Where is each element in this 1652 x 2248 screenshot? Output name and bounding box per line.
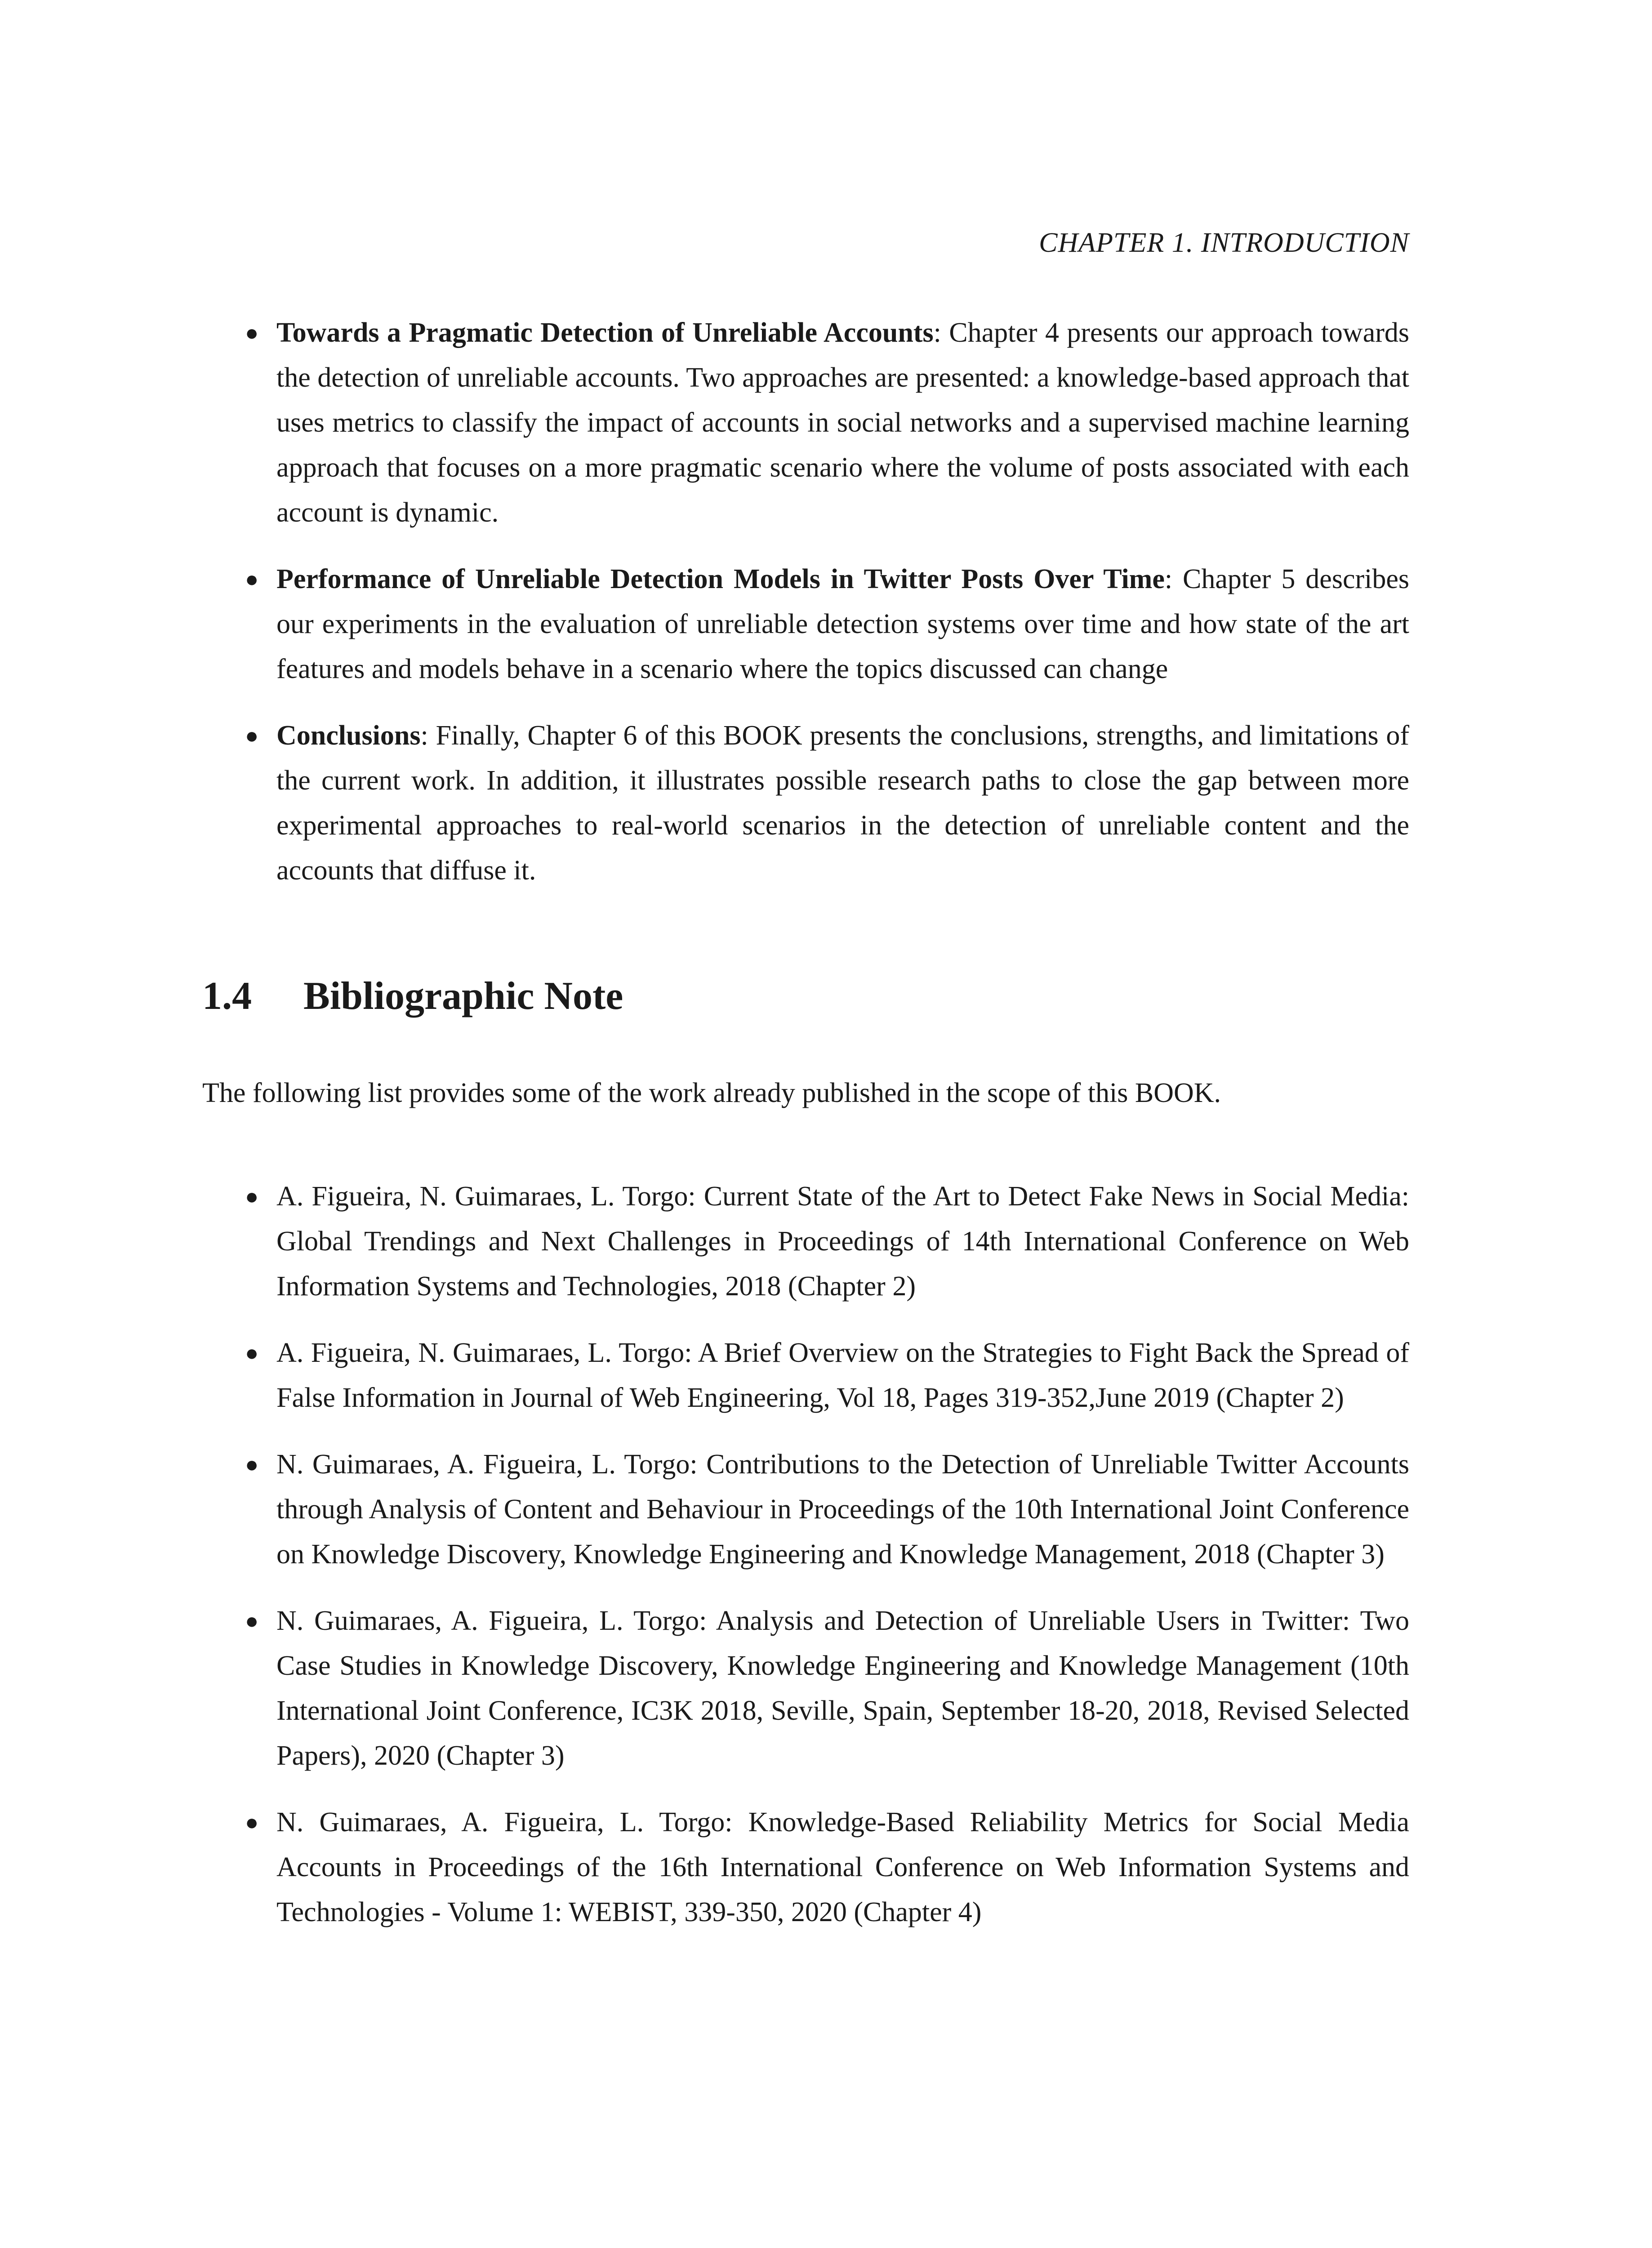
reference-text: N. Guimaraes, A. Figueira, L. Torgo: Knowledge-Based Reliability Metrics for Social Media Accounts in Proceedings of the 16th International Conference on Web Information Systems and Technologies - Volume 1: WEBIST, 339-350, 2020 (Chapter 4) xyxy=(276,1807,1409,1927)
bullet-icon: ● xyxy=(245,1608,259,1633)
bullet-icon: ● xyxy=(245,320,259,345)
reference-item xyxy=(202,1174,1409,1309)
list-item-text: : Chapter 4 presents our approach towards the detection of unreliable accounts. Two approaches are presented: a knowledge-based approach that uses metrics to classify the impact of accounts in social networks and a supervised machine learning approach that focuses on a more pragmatic scenario where the volume of posts associated with each account is dynamic. xyxy=(276,317,1409,528)
section-heading xyxy=(202,972,1409,1021)
list-item-title: Towards a Pragmatic Detection of Unreliable Accounts xyxy=(276,317,934,348)
reference-item xyxy=(202,1800,1409,1935)
reference-item xyxy=(202,1442,1409,1577)
reference-list xyxy=(202,1174,1409,1935)
bullet-icon: ● xyxy=(245,566,259,592)
list-item xyxy=(202,557,1409,691)
reference-text: N. Guimaraes, A. Figueira, L. Torgo: Contributions to the Detection of Unreliable Twitter Accounts through Analysis of Content and Behaviour in Proceedings of the 10th International Joint Conference on Knowledge Discovery, Knowledge Engineering and Knowledge Management, 2018 (Chapter 3) xyxy=(276,1449,1409,1570)
bullet-icon: ● xyxy=(245,1340,259,1365)
bullet-icon: ● xyxy=(245,1452,259,1477)
page-content xyxy=(202,310,1409,1956)
section-number: 1.4 xyxy=(202,974,252,1018)
list-item xyxy=(202,713,1409,893)
reference-item xyxy=(202,1598,1409,1778)
bullet-icon: ● xyxy=(245,723,259,748)
list-item-title: Performance of Unreliable Detection Models in Twitter Posts Over Time xyxy=(276,564,1165,594)
section-title: Bibliographic Note xyxy=(303,974,623,1018)
reference-text: A. Figueira, N. Guimaraes, L. Torgo: A Brief Overview on the Strategies to Fight Back the Spread of False Information in Journal of Web Engineering, Vol 18, Pages 319-352,June 2019 (Chapter 2) xyxy=(276,1338,1409,1413)
list-item xyxy=(202,310,1409,535)
section-intro-paragraph: The following list provides some of the work already published in the scope of this BOOK. xyxy=(202,1078,1221,1108)
list-item-title: Conclusions xyxy=(276,720,421,751)
reference-text: N. Guimaraes, A. Figueira, L. Torgo: Analysis and Detection of Unreliable Users in Twitter: Two Case Studies in Knowledge Discovery, Knowledge Engineering and Knowledge Management (10th International Joint Conference, IC3K 2018, Seville, Spain, September 18-20, 2018, Revised Selected Papers), 2020 (Chapter 3) xyxy=(276,1606,1409,1771)
list-item-text: : Chapter 5 describes our experiments in the evaluation of unreliable detection systems over time and how state of the art features and models behave in a scenario where the topics discussed can change xyxy=(276,564,1409,684)
bullet-icon: ● xyxy=(245,1810,259,1835)
running-header: CHAPTER 1. INTRODUCTION xyxy=(1039,227,1409,258)
reference-text: A. Figueira, N. Guimaraes, L. Torgo: Current State of the Art to Detect Fake News in Social Media: Global Trendings and Next Challenges in Proceedings of 14th International Conference on Web Information Systems and Technologies, 2018 (Chapter 2) xyxy=(276,1181,1409,1302)
list-item-text: : Finally, Chapter 6 of this BOOK presents the conclusions, strengths, and limitations of the current work. In addition, it illustrates possible research paths to close the gap between more experimental approaches to real-world scenarios in the detection of unreliable content and the accounts that diffuse it. xyxy=(276,720,1409,886)
chapter-outline-list xyxy=(202,310,1409,893)
reference-item xyxy=(202,1330,1409,1420)
bullet-icon: ● xyxy=(245,1184,259,1209)
